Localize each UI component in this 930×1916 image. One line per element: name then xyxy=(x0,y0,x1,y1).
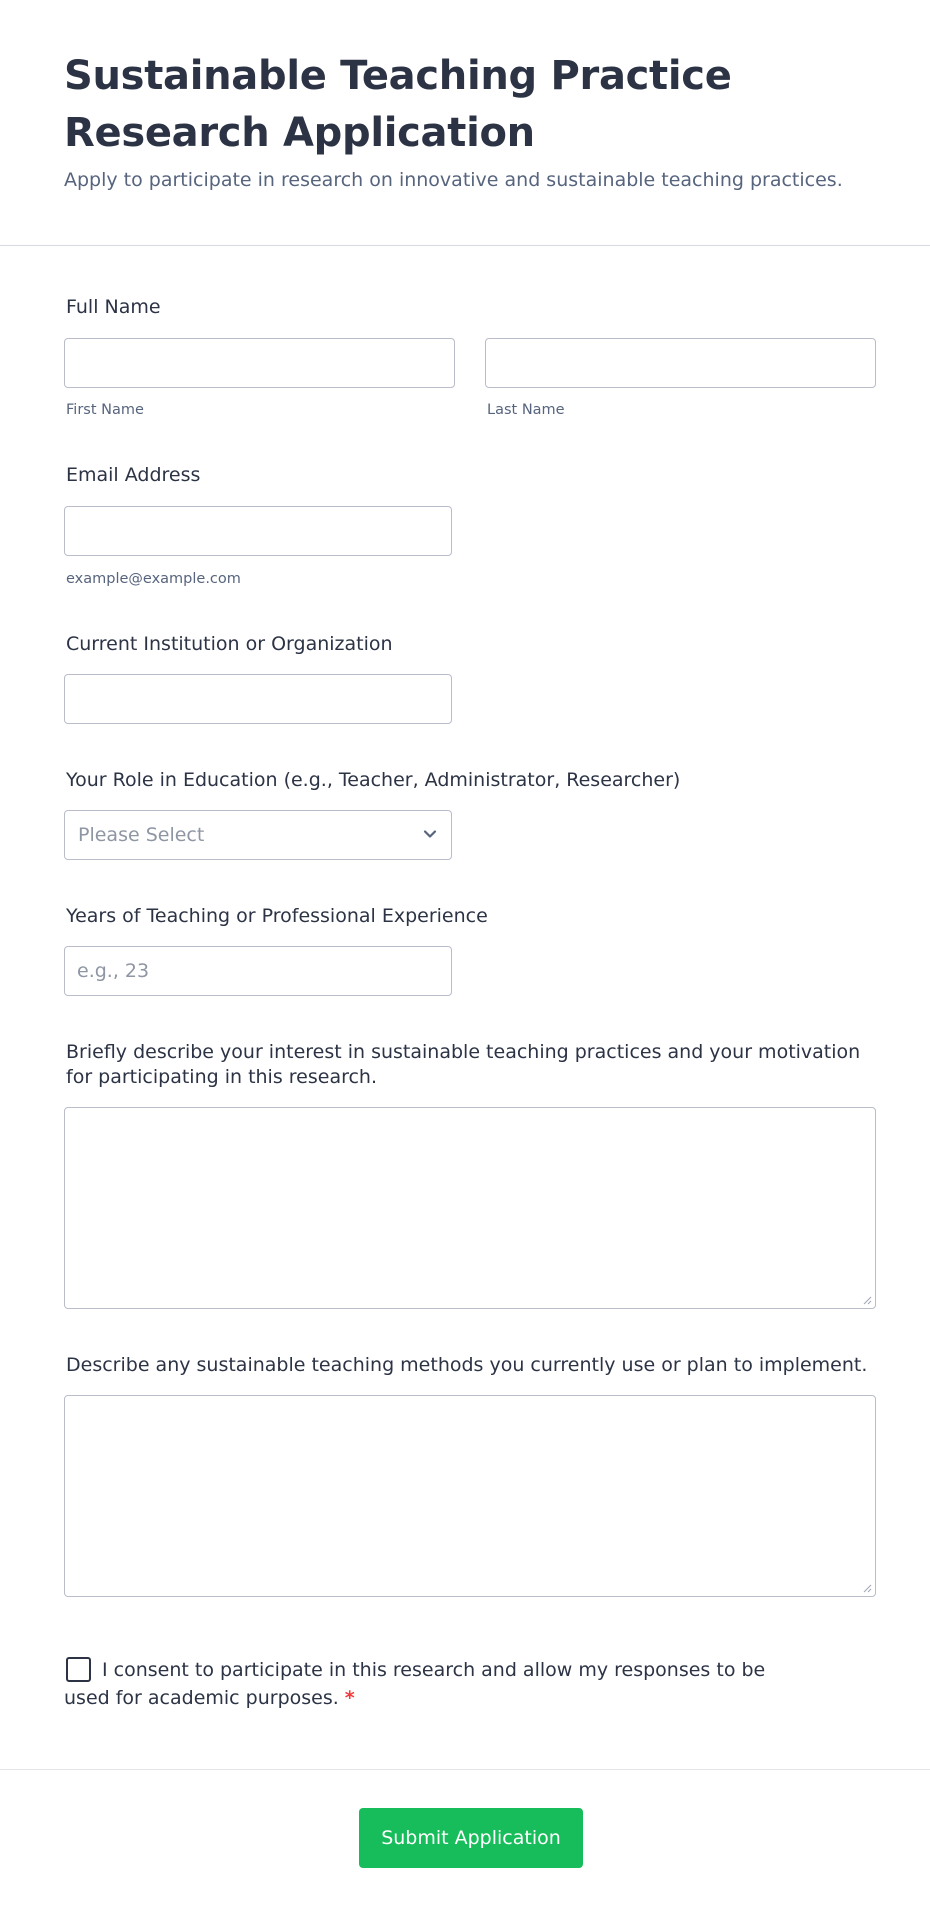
email-sublabel: example@example.com xyxy=(66,571,241,587)
role-select-value: Please Select xyxy=(78,824,205,846)
experience-input[interactable] xyxy=(64,946,452,996)
institution-input[interactable] xyxy=(64,674,452,724)
form-header xyxy=(0,0,930,246)
last-name-input[interactable] xyxy=(485,338,876,388)
last-name-sublabel: Last Name xyxy=(487,402,565,418)
email-input[interactable] xyxy=(64,506,452,556)
methods-textarea[interactable] xyxy=(64,1395,876,1597)
footer-divider xyxy=(0,1769,930,1770)
resize-grip-icon[interactable] xyxy=(862,1583,872,1593)
email-label: Email Address xyxy=(66,464,201,486)
page-title: Sustainable Teaching Practice Research Application xyxy=(64,53,732,156)
chevron-down-icon xyxy=(421,825,439,843)
required-mark: * xyxy=(344,1687,355,1709)
resize-grip-icon[interactable] xyxy=(862,1295,872,1305)
full-name-label: Full Name xyxy=(66,296,161,318)
experience-label: Years of Teaching or Professional Experience xyxy=(66,905,488,927)
consent-text: I consent to participate in this research and allow my responses to be used for academic purposes. xyxy=(64,1659,766,1709)
page-subtitle: Apply to participate in research on innovative and sustainable teaching practices. xyxy=(64,169,843,191)
consent-label xyxy=(64,1656,784,1712)
first-name-sublabel: First Name xyxy=(66,402,144,418)
role-select[interactable] xyxy=(64,810,452,860)
institution-label: Current Institution or Organization xyxy=(66,633,393,655)
first-name-input[interactable] xyxy=(64,338,455,388)
interest-textarea[interactable] xyxy=(64,1107,876,1309)
role-label: Your Role in Education (e.g., Teacher, Administrator, Researcher) xyxy=(66,769,681,791)
interest-label: Briefly describe your interest in sustainable teaching practices and your motivation for participating in this research. xyxy=(66,1041,861,1088)
methods-label: Describe any sustainable teaching methods you currently use or plan to implement. xyxy=(66,1354,868,1376)
submit-application-button[interactable]: Submit Application xyxy=(359,1808,583,1868)
